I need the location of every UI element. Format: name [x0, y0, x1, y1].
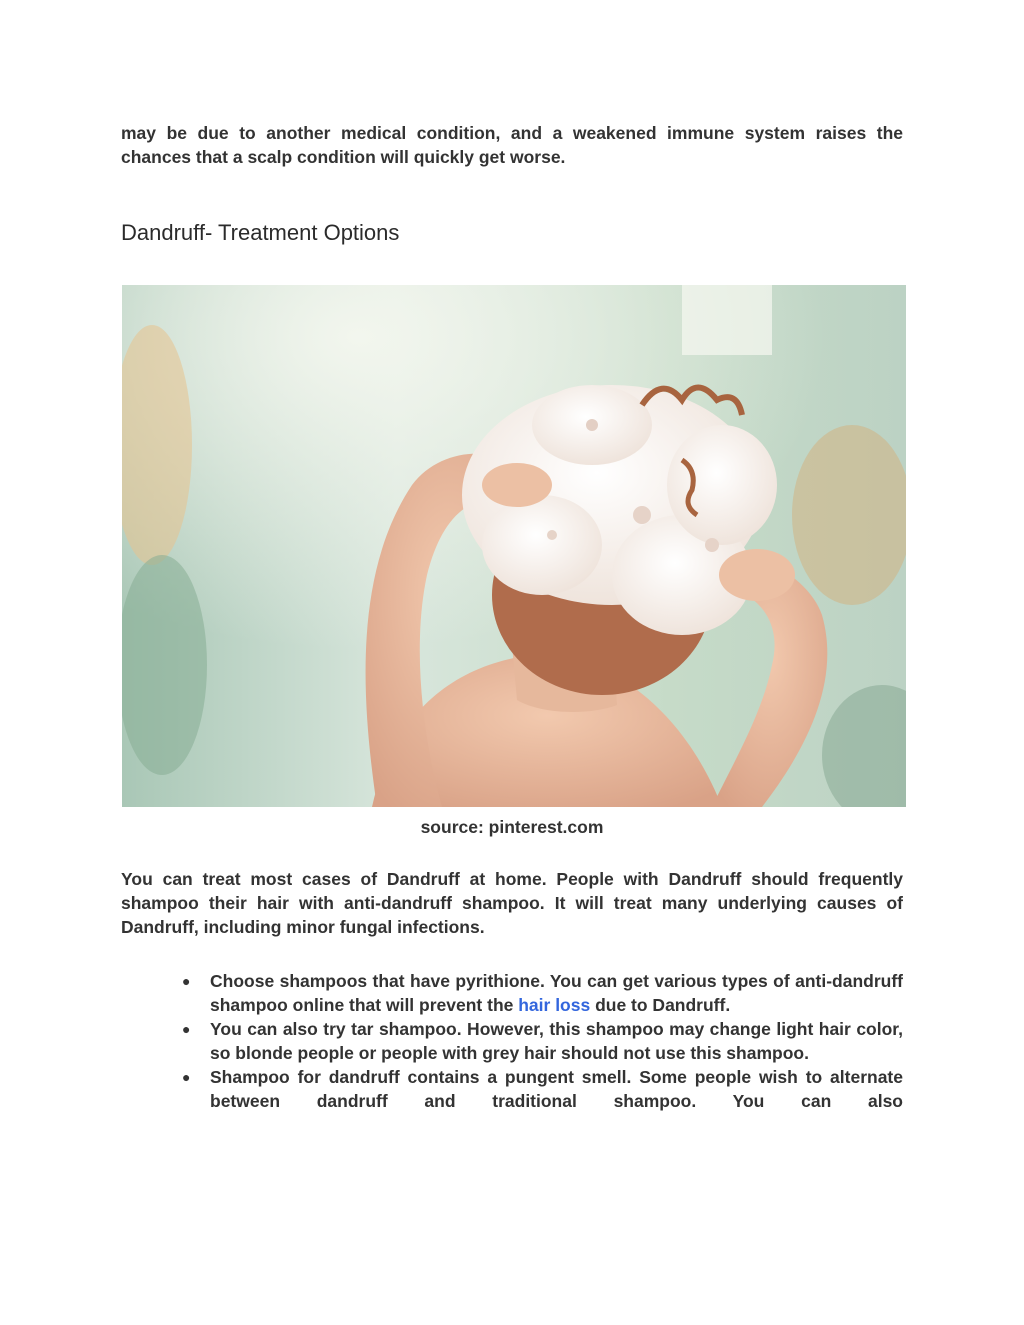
bullet-icon: ●	[182, 1021, 191, 1037]
hair-washing-photo	[122, 285, 906, 807]
list-item-text: You can also try tar shampoo. However, this shampoo may change light hair color, so blonde people or people with grey hair should not use this shampoo.	[210, 1019, 903, 1063]
list-item-text: Choose shampoos that have pyrithione. You can get various types of anti-dandruff shampoo online that will prevent the	[210, 971, 903, 1015]
list-item	[182, 1065, 903, 1113]
treatment-list	[182, 969, 903, 1113]
image-caption: source: pinterest.com	[420, 817, 604, 837]
section-heading: Dandruff- Treatment Options	[121, 220, 400, 245]
intro-paragraph: may be due to another medical condition, and a weakened immune system raises the chances that a scalp condition will quickly get worse.	[121, 123, 903, 167]
body-paragraph: You can treat most cases of Dandruff at home. People with Dandruff should frequently shampoo their hair with anti-dandruff shampoo. It will treat many underlying causes of Dandruff, including minor fungal infections.	[121, 869, 903, 937]
list-item	[182, 1017, 903, 1065]
photo-illustration	[122, 285, 906, 807]
bullet-icon: ●	[182, 1069, 191, 1085]
hair-loss-link[interactable]: hair loss	[518, 995, 591, 1015]
list-item	[182, 969, 903, 1017]
bullet-icon: ●	[182, 973, 191, 989]
list-item-text: due to Dandruff.	[590, 995, 731, 1015]
list-item-text: Shampoo for dandruff contains a pungent smell. Some people wish to alternate between dandruff and traditional shampoo. You can also	[210, 1067, 903, 1111]
